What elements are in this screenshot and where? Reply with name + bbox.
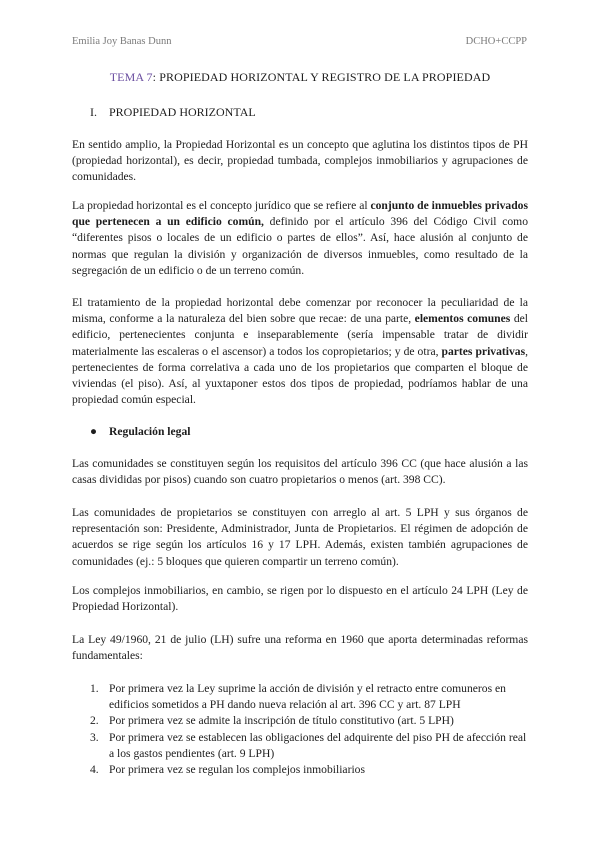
list-item-text: Por primera vez la Ley suprime la acción de división y el retracto entre comuneros en edificios sometidos a PH dando nueva relación al art. 396 CC y art. 87 LPH	[109, 682, 506, 712]
list-item-text: Por primera vez se regulan los complejos inmobiliarios	[109, 763, 365, 777]
section-title: PROPIEDAD HORIZONTAL	[109, 105, 256, 119]
list-item	[90, 713, 528, 729]
section-heading	[90, 105, 256, 120]
paragraph-3-bold-b: partes privativas	[441, 344, 526, 358]
list-item-number: 3.	[90, 730, 99, 744]
header-course: DCHO+CCPP	[465, 36, 527, 47]
list-item	[90, 681, 528, 713]
list-item-number: 1.	[90, 682, 99, 695]
paragraph-6: Los complejos inmobiliarios, en cambio, se rigen por lo dispuesto en el artículo 24 LPH (Ley de Propiedad Horizontal).	[72, 584, 528, 614]
paragraph-2-text-a: La propiedad horizontal es el concepto jurídico que se refiere al	[72, 199, 371, 212]
paragraph-2-text-b: definido por el artículo 396 del Código Civil como “diferentes pisos o locales de un edificio o partes de ellos”. Así, hace alusión al conjunto de normas que regulan la división y organización de diversos inmuebles, como resultado de la segregación de un edificio o de un terreno común.	[72, 215, 528, 277]
document-title	[0, 70, 600, 85]
subsection-label: Regulación legal	[109, 425, 191, 438]
title-label: TEMA 7	[109, 70, 153, 84]
title-text: : PROPIEDAD HORIZONTAL Y REGISTRO DE LA PROPIEDAD	[152, 70, 491, 84]
paragraph-2-bold: conjunto de inmuebles privados que pertenecen a un edificio común,	[72, 199, 528, 229]
list-item-text: Por primera vez se admite la inscripción de título constitutivo (art. 5 LPH)	[109, 714, 454, 728]
paragraph-1: En sentido amplio, la Propiedad Horizontal es un concepto que aglutina los distintos tipos de PH (propiedad horizontal), es decir, propiedad tumbada, complejos inmobiliarios y agrupaciones de comunidades.	[72, 138, 528, 184]
paragraph-4: Las comunidades se constituyen según los requisitos del artículo 396 CC (que hace alusión a las casas divididas por pisos) cuando son cuatro propietarios o menos (art. 398 CC).	[72, 457, 528, 487]
list-item	[90, 730, 528, 762]
paragraph-2	[72, 198, 528, 279]
list-item-text: Por primera vez se establecen las obligaciones del adquirente del piso PH de afección real a los gastos pendientes (art. 9 LPH)	[109, 730, 527, 760]
paragraph-3-bold-a: elementos comunes	[414, 312, 511, 326]
paragraph-3-text-b: del edificio, pertenecientes conjunta e inseparablemente (sería impensable tratar de dividir materialmente las escaleras o el ascensor) a todos los copropietarios; y de otra,	[72, 312, 528, 358]
paragraph-3-text-a: El tratamiento de la propiedad horizontal debe comenzar por reconocer la peculiaridad de la misma, conforme a la naturaleza del bien sobre que recae: de una parte,	[72, 296, 528, 326]
list-item-number: 4.	[90, 763, 99, 777]
reform-list	[90, 681, 528, 778]
header-author: Emilia Joy Banas Dunn	[72, 36, 172, 47]
paragraph-7: La Ley 49/1960, 21 de julio (LH) sufre una reforma en 1960 que aporta determinadas reformas fundamentales:	[72, 633, 528, 663]
section-number: I.	[90, 105, 97, 119]
paragraph-3	[72, 295, 528, 408]
subsection-heading	[90, 425, 190, 438]
list-item	[90, 762, 528, 778]
paragraph-5: Las comunidades de propietarios se constituyen con arreglo al art. 5 LPH y sus órganos de representación son: Presidente, Administrador, Junta de Propietarios. El régimen de adopción de acuerdos se rige según los artículos 16 y 17 LPH. Además, existen también agrupaciones de comunidades (ej.: 5 bloques que quieren compartir un terreno común).	[72, 506, 528, 568]
bullet-icon: ●	[90, 425, 98, 438]
paragraph-3-text-c: , pertenecientes de forma correlativa a cada uno de los propietarios que comparten el bloque de viviendas (el piso). Así, al yuxtaponer estos dos tipos de propiedad, podríamos hablar de una propiedad común especial.	[72, 344, 528, 407]
list-item-number: 2.	[90, 714, 99, 728]
